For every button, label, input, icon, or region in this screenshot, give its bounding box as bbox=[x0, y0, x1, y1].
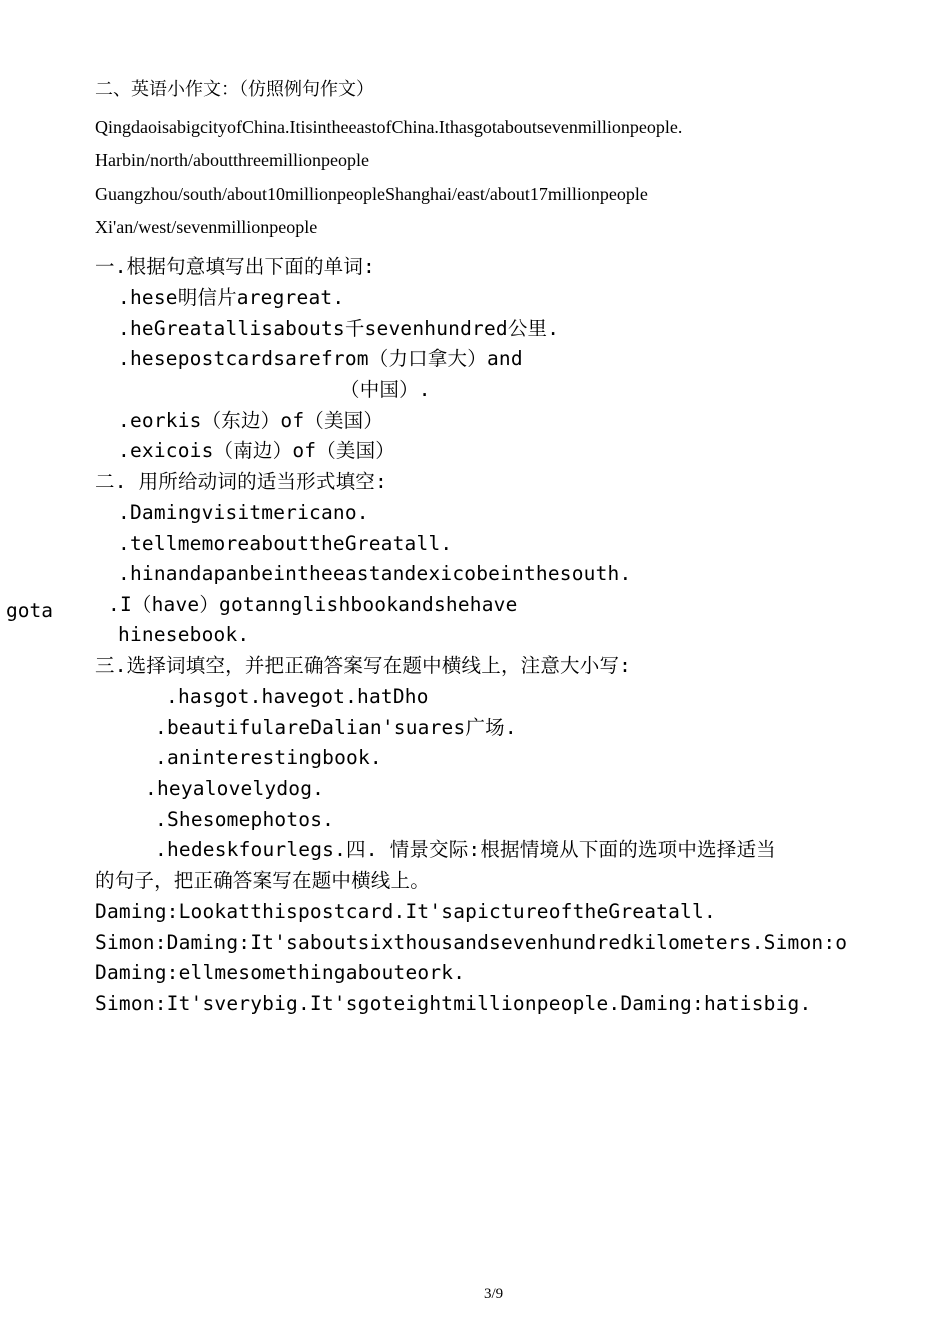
section2-item: .Damingvisitmericano. bbox=[118, 501, 369, 524]
composition-example: QingdaoisabigcityofChina.ItisintheeastofChina.Ithasgotaboutsevenmillionpeople. bbox=[95, 117, 683, 137]
section3-item: .aninterestingbook. bbox=[155, 746, 382, 769]
page-number: 3/9 bbox=[484, 1286, 504, 1302]
section2-heading: 二. 用所给动词的适当形式填空: bbox=[95, 470, 387, 493]
section3-item: .hasgot.havegot.hatDho bbox=[166, 685, 429, 708]
section3-item: .heyalovelydog. bbox=[145, 777, 325, 800]
dialogue-line: Daming:ellmesomethingabouteork. bbox=[95, 961, 466, 984]
section1-item: .exicois（南边）of（美国） bbox=[118, 439, 395, 462]
section1-item: （中国）. bbox=[340, 378, 431, 401]
section1-item: .hese明信片aregreat. bbox=[118, 286, 345, 309]
section3-heading: 三.选择词填空，并把正确答案写在题中横线上，注意大小写: bbox=[95, 654, 632, 677]
section3-item: .hedeskfourlegs.四. 情景交际:根据情境从下面的选项中选择适当 bbox=[155, 838, 776, 861]
dialogue-line: Daming:Lookatthispostcard.It'sapictureoftheGreatall. bbox=[95, 900, 716, 923]
dialogue-line: Simon:It'sverybig.It'sgoteightmillionpeople.Daming:hatisbig. bbox=[95, 992, 812, 1015]
composition-prompt: Guangzhou/south/about10millionpeopleShanghai/east/about17millionpeople bbox=[95, 184, 648, 204]
section3-item: 的句子，把正确答案写在题中横线上。 bbox=[95, 869, 430, 892]
section1-item: .heGreatallisabouts千sevenhundred公里. bbox=[118, 317, 560, 340]
section2-item: .tellmemoreabouttheGreatall. bbox=[118, 532, 453, 555]
composition-prompt: Harbin/north/aboutthreemillionpeople bbox=[95, 150, 369, 170]
section1-item: .eorkis（东边）of（美国） bbox=[118, 409, 384, 432]
section1-heading: 一.根据句意填写出下面的单词: bbox=[95, 255, 375, 278]
composition-heading: 二、英语小作文：（仿照例句作文） bbox=[95, 79, 374, 99]
margin-fragment: gota bbox=[6, 599, 53, 622]
section1-item: .hesepostcardsarefrom（力口拿大）and bbox=[118, 347, 523, 370]
composition-prompt: Xi'an/west/sevenmillionpeople bbox=[95, 217, 318, 237]
section3-item: .beautifulareDalian'suares广场. bbox=[155, 716, 517, 739]
section3-item: .Shesomephotos. bbox=[155, 808, 335, 831]
section2-item: hinesebook. bbox=[118, 623, 250, 646]
dialogue-line: Simon:Daming:It'saboutsixthousandsevenhundredkilometers.Simon:o bbox=[95, 931, 848, 954]
section2-item: .hinandapanbeintheeastandexicobeinthesouth. bbox=[118, 562, 632, 585]
section2-item: .I（have）gotannglishbookandshehave bbox=[108, 593, 518, 616]
